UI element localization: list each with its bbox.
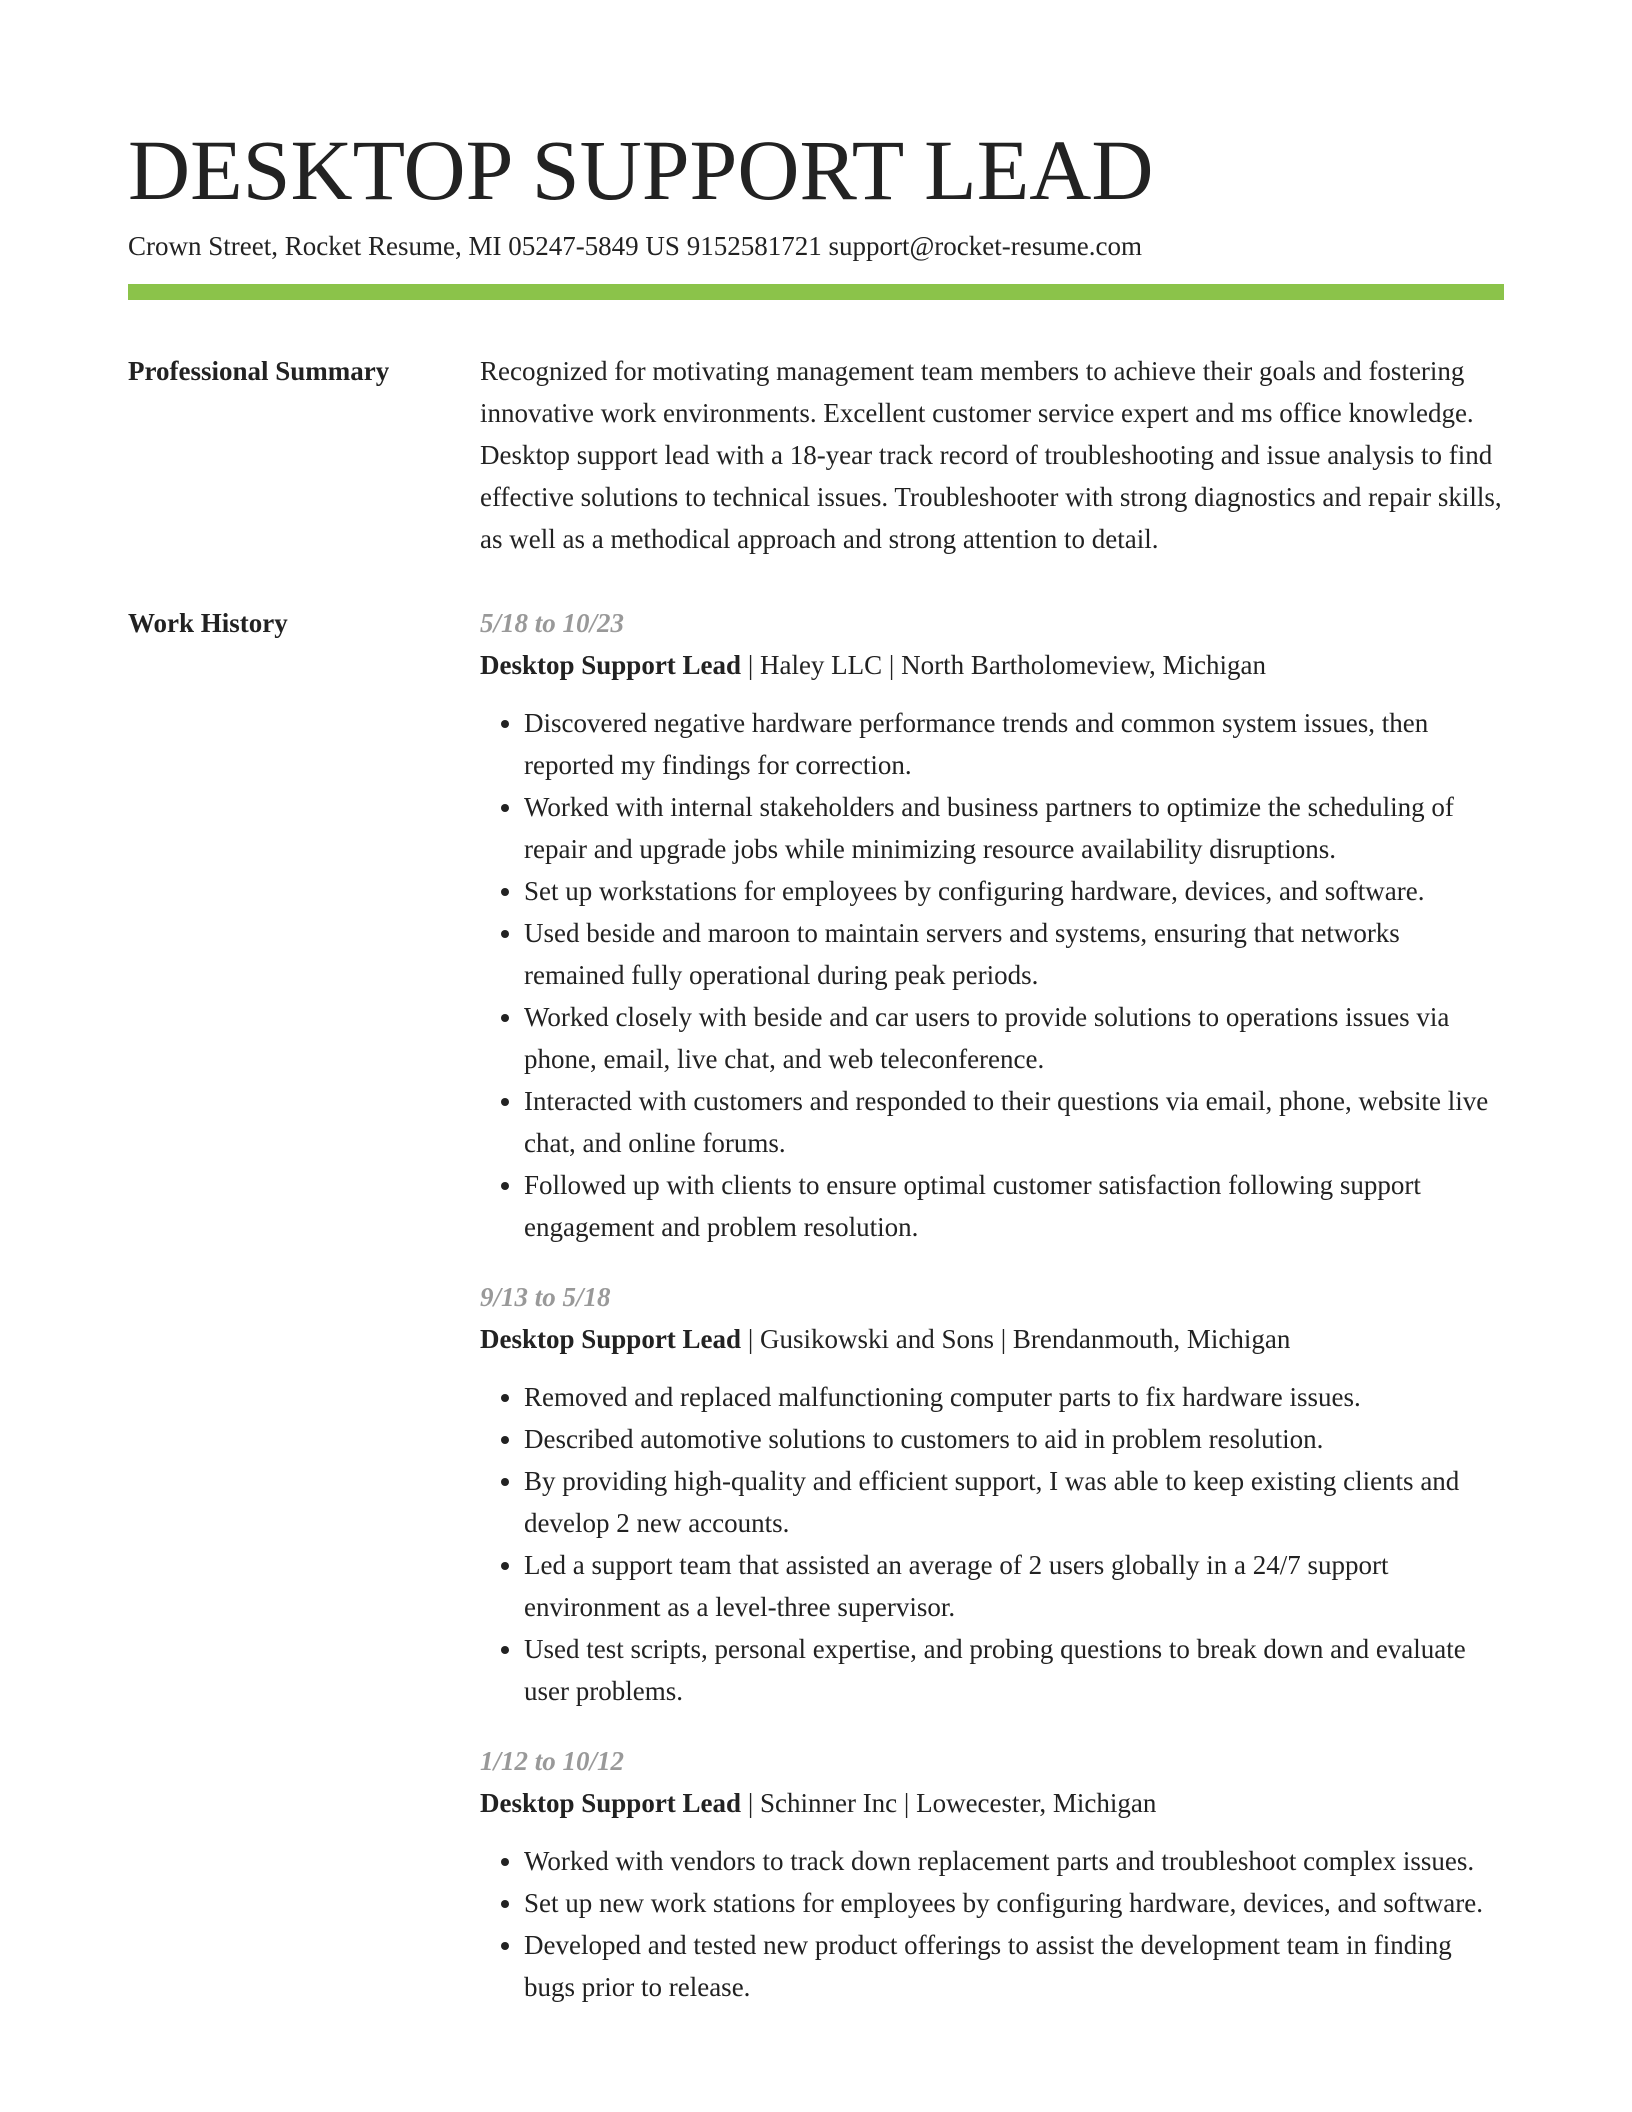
job-bullet: • Described automotive solutions to customers to aid in problem resolution. [524,1418,1504,1460]
job-bullet: • Used test scripts, personal expertise, and probing questions to break down and evaluate user problems. [524,1628,1504,1712]
job-entry [480,602,1504,1248]
accent-divider [128,284,1504,300]
job-bullet: • Set up workstations for employees by configuring hardware, devices, and software. [524,870,1504,912]
job-bullet: • Set up new work stations for employees by configuring hardware, devices, and software. [524,1882,1504,1924]
work-history-section [128,602,1504,2008]
job-entry [480,1276,1504,1712]
contact-line: Crown Street, Rocket Resume, MI 05247-5849 US 9152581721 support@rocket-resume.com [128,231,1142,261]
resume-page [128,120,1504,2008]
job-employer-location: | Schinner Inc | Lowecester, Michigan [741,1788,1157,1818]
job-employer-location: | Gusikowski and Sons | Brendanmouth, Michigan [741,1324,1291,1354]
job-bullet-list [480,1840,1504,2008]
section-heading-summary: Professional Summary [128,356,390,386]
job-title: Desktop Support Lead [480,1324,742,1354]
job-bullet: • Discovered negative hardware performance trends and common system issues, then reported my findings for correction. [524,702,1504,786]
job-employer-location: | Haley LLC | North Bartholomeview, Michigan [741,650,1267,680]
job-title: Desktop Support Lead [480,650,742,680]
job-dates: 1/12 to 10/12 [480,1746,625,1776]
job-dates: 9/13 to 5/18 [480,1282,611,1312]
job-heading [480,1782,1504,1824]
job-bullet-list [480,1376,1504,1712]
job-bullet: • Developed and tested new product offerings to assist the development team in finding bugs prior to release. [524,1924,1504,2008]
summary-text: Recognized for motivating management team members to achieve their goals and fostering innovative work environments. Excellent customer service expert and ms office knowledge. Desktop support lead with a 18-year track record of troubleshooting and issue analysis to find effective solutions to technical issues. Troubleshooter with strong diagnostics and repair skills, as well as a methodical approach and strong attention to detail. [480,356,1502,554]
job-bullet: • Followed up with clients to ensure optimal customer satisfaction following support engagement and problem resolution. [524,1164,1504,1248]
job-bullet: • Worked with internal stakeholders and business partners to optimize the scheduling of repair and upgrade jobs while minimizing resource availability disruptions. [524,786,1504,870]
job-heading [480,1318,1504,1360]
job-title: Desktop Support Lead [480,1788,742,1818]
job-bullet: • Worked closely with beside and car users to provide solutions to operations issues via phone, email, live chat, and web teleconference. [524,996,1504,1080]
job-bullet: • Used beside and maroon to maintain servers and systems, ensuring that networks remained fully operational during peak periods. [524,912,1504,996]
professional-summary-section [128,350,1504,560]
job-bullet-list [480,702,1504,1248]
job-entry [480,1740,1504,2008]
section-heading-work-history: Work History [128,608,288,638]
job-heading [480,644,1504,686]
resume-title: DESKTOP SUPPORT LEAD [128,122,1154,218]
job-bullet: • By providing high-quality and efficient support, I was able to keep existing clients and develop 2 new accounts. [524,1460,1504,1544]
job-dates: 5/18 to 10/23 [480,608,625,638]
job-bullet: • Worked with vendors to track down replacement parts and troubleshoot complex issues. [524,1840,1504,1882]
job-bullet: • Removed and replaced malfunctioning computer parts to fix hardware issues. [524,1376,1504,1418]
work-history-list [480,602,1504,2008]
job-bullet: • Interacted with customers and responded to their questions via email, phone, website live chat, and online forums. [524,1080,1504,1164]
job-bullet: • Led a support team that assisted an average of 2 users globally in a 24/7 support environment as a level-three supervisor. [524,1544,1504,1628]
